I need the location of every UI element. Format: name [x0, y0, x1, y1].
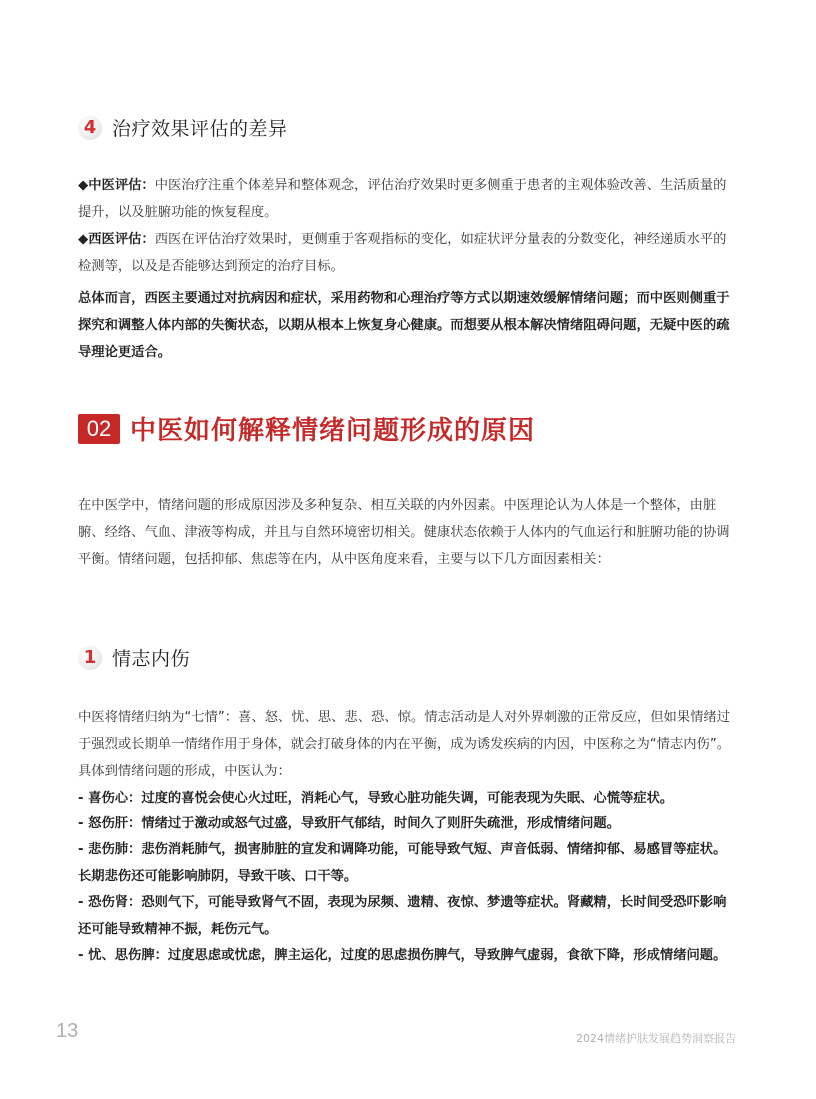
- report-title: 2024情绪护肤发展趋势洞察报告: [576, 1032, 736, 1045]
- chapter-title: 中医如何解释情绪问题形成的原因: [130, 416, 536, 446]
- summary-paragraph: 总体而言，西医主要通过对抗病因和症状，采用药物和心理治疗等方式以期速效缓解情绪问题；而中医则侧重于探究和调整人体内部的失衡状态，以期从根本上恢复身心健康。而想要从根本解决情绪阻碍问题，无疑中医的疏导理论更适合。: [78, 291, 730, 360]
- list-item-fear-kidney: - 恐伤肾：恐则气下，可能导致肾气不固，表现为尿频、遗精、夜惊、梦遗等症状。肾藏精，长时间受恐吓影响还可能导致精神不振，耗伤元气。: [78, 895, 727, 937]
- wm-assessment-paragraph: [78, 226, 738, 280]
- intro-paragraph: 在中医学中，情绪问题的形成原因涉及多种复杂、相互关联的内外因素。中医理论认为人体是一个整体，由脏腑、经络、气血、津液等构成，并且与自然环境密切相关。健康状态依赖于人体内的气血运行和脏腑功能的协调平衡。情绪问题，包括抑郁、焦虑等在内，从中医角度来看，主要与以下几方面因素相关：: [78, 498, 730, 567]
- wm-assessment-text: 西医在评估治疗效果时，更侧重于客观指标的变化，如症状评分量表的分数变化，神经递质水平的检测等，以及是否能够达到预定的治疗目标。: [78, 232, 727, 274]
- chapter-heading: [78, 410, 535, 447]
- section-title: 情志内伤: [112, 648, 191, 670]
- tcm-assessment-text: 中医治疗注重个体差异和整体观念，评估治疗效果时更多侧重于患者的主观体验改善、生活质量的提升，以及脏腑功能的恢复程度。: [78, 178, 727, 220]
- list-item-worry-spleen: - 忧、思伤脾：过度思虑或忧虑，脾主运化，过度的思虑损伤脾气，导致脾气虚弱，食欲下降，形成情绪问题。: [78, 948, 727, 963]
- page-number: 13: [56, 1020, 79, 1042]
- list-item-grief-lung: - 悲伤肺：悲伤消耗肺气，损害肺脏的宣发和调降功能，可能导致气短、声音低弱、情绪抑郁、易感冒等症状。长期悲伤还可能影响肺阴，导致干咳、口干等。: [78, 842, 727, 884]
- tcm-assessment-label: ◆中医评估：: [78, 178, 155, 193]
- section-heading-4: [78, 114, 288, 141]
- chapter-number-box: 02: [78, 414, 120, 444]
- section-number: 1: [83, 646, 97, 668]
- seven-emotions-paragraph: 中医将情绪归纳为“七情”：喜、怒、忧、思、悲、恐、惊。情志活动是人对外界刺激的正常反应，但如果情绪过于强烈或长期单一情绪作用于身体，就会打破身体的内在平衡，成为诱发疾病的内因，中医称之为“情志内伤”。具体到情绪问题的形成，中医认为：: [78, 710, 731, 779]
- list-item-anger-liver: - 怒伤肝：情绪过于激动或怒气过盛，导致肝气郁结，时间久了则肝失疏泄，形成情绪问题。: [78, 816, 621, 831]
- section-number-badge: [78, 116, 102, 140]
- list-item-joy-heart: - 喜伤心：过度的喜悦会使心火过旺，消耗心气，导致心脏功能失调，可能表现为失眠、心慌等症状。: [78, 791, 674, 806]
- section-title: 治疗效果评估的差异: [112, 118, 288, 140]
- section-heading-1: [78, 644, 190, 671]
- section-number: 4: [83, 116, 97, 138]
- tcm-assessment-paragraph: [78, 172, 738, 226]
- wm-assessment-label: ◆西医评估：: [78, 232, 155, 247]
- section-number-badge: [78, 646, 102, 670]
